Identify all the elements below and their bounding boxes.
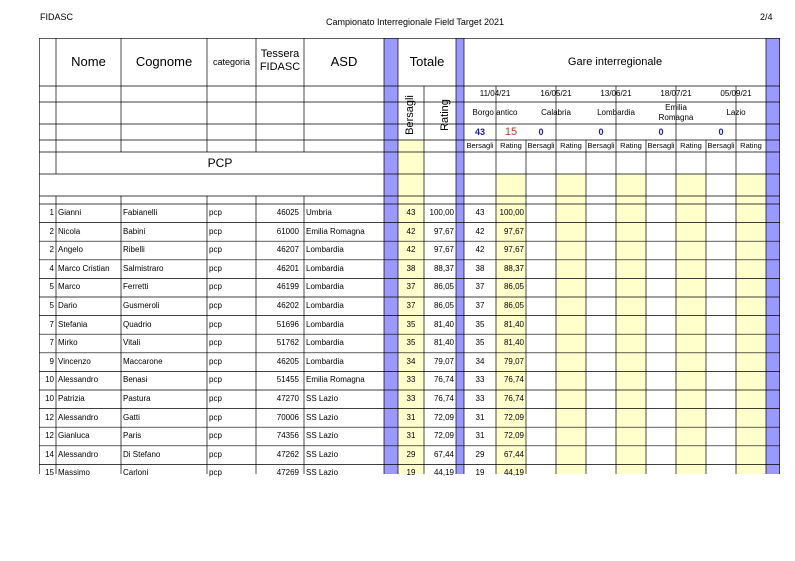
row-total-rating: 88,37 (433, 263, 454, 273)
event-bersagli-total: 0 (598, 127, 604, 137)
row-event1-rating: 97,67 (503, 226, 524, 236)
event-bersagli-label: Bersagli (466, 141, 494, 150)
event-rating-total: 15 (504, 126, 518, 138)
row-categoria: pcp (209, 338, 222, 348)
row-asd: Lombardia (306, 319, 344, 329)
row-nome: Nicola (58, 226, 81, 236)
row-asd: SS Lazio (306, 431, 339, 441)
row-nome: Marco (58, 282, 81, 292)
row-total-bersagli: 35 (406, 338, 416, 348)
event-rating-label: Rating (560, 141, 582, 150)
row-total-bersagli: 37 (406, 282, 416, 292)
row-asd: SS Lazio (306, 412, 339, 422)
row-asd: SS Lazio (306, 449, 339, 459)
row-rank: 2 (49, 226, 54, 236)
event-date: 05/09/21 (720, 89, 752, 98)
row-cognome: Maccarone (123, 356, 163, 366)
row-nome: Patrizia (58, 394, 85, 403)
event-date: 11/04/21 (479, 89, 511, 98)
event-rating-label: Rating (680, 141, 702, 150)
row-tessera: 51696 (276, 319, 299, 329)
column-header-tessera-fidasc: FIDASC (259, 61, 301, 73)
row-categoria: pcp (209, 208, 222, 217)
row-event1-bersagli: 34 (475, 356, 485, 366)
event-date: 18/07/21 (660, 89, 692, 98)
row-event1-rating: 44,19 (503, 468, 524, 478)
row-rank: 1 (49, 208, 54, 217)
row-cognome: Gusmeroli (123, 301, 160, 310)
row-categoria: pcp (209, 375, 222, 385)
row-event1-rating: 72,09 (503, 412, 524, 422)
row-tessera: 46199 (276, 282, 299, 292)
row-rank: 5 (49, 301, 54, 310)
row-rank: 4 (49, 263, 54, 273)
row-cognome: Vitali (123, 338, 141, 348)
row-nome: Stefania (58, 319, 88, 329)
column-header-nome: Nome (71, 54, 106, 69)
row-total-rating: 100,00 (429, 208, 454, 217)
event-bersagli-total: 0 (538, 127, 544, 137)
row-asd: Lombardia (306, 282, 344, 292)
column-header-categoria: categoria (212, 57, 251, 67)
row-categoria: pcp (209, 245, 222, 255)
row-nome: Dario (58, 301, 78, 310)
event-place: Emilia (665, 103, 687, 112)
row-rank: 15 (45, 468, 54, 478)
event-bersagli-label: Bersagli (527, 141, 555, 150)
row-nome: Mirko (58, 338, 78, 348)
row-total-rating: 76,74 (433, 375, 454, 385)
row-tessera: 46201 (276, 263, 299, 273)
row-event1-rating: 86,05 (503, 301, 524, 310)
row-nome: Vincenzo (58, 356, 91, 366)
row-asd: SS Lazio (306, 468, 339, 478)
row-cognome: Ribelli (123, 245, 145, 255)
row-tessera: 46202 (276, 301, 299, 310)
row-total-rating: 97,67 (433, 245, 454, 255)
row-categoria: pcp (209, 226, 222, 236)
row-event1-bersagli: 37 (475, 301, 485, 310)
row-event1-rating: 76,74 (503, 394, 524, 403)
row-nome: Angelo (58, 245, 83, 255)
document-title: Campionato Interregionale Field Target 2021 (326, 17, 504, 27)
row-rank: 10 (45, 375, 54, 385)
column-header-bersagli-vertical: Bersagli (404, 95, 416, 135)
row-cognome: Pastura (123, 394, 151, 403)
row-tessera: 47262 (276, 449, 299, 459)
row-rank: 5 (49, 282, 54, 292)
row-total-bersagli: 31 (406, 412, 416, 422)
event-bersagli-label: Bersagli (647, 141, 675, 150)
row-event1-bersagli: 33 (475, 394, 485, 403)
event-place-line2: Romagna (658, 113, 694, 122)
row-categoria: pcp (209, 319, 222, 329)
row-rank: 12 (45, 431, 54, 441)
row-event1-rating: 79,07 (503, 356, 524, 366)
row-total-rating: 86,05 (433, 301, 454, 310)
row-total-rating: 72,09 (433, 412, 454, 422)
row-cognome: Ferretti (123, 282, 149, 292)
row-event1-rating: 100,00 (499, 208, 524, 217)
row-total-rating: 79,07 (433, 356, 454, 366)
row-event1-bersagli: 33 (475, 375, 485, 385)
row-event1-rating: 76,74 (503, 375, 524, 385)
event-bersagli-total: 43 (474, 127, 485, 137)
row-event1-bersagli: 31 (475, 431, 485, 441)
row-asd: SS Lazio (306, 394, 339, 403)
page-number: 2/4 (760, 12, 773, 22)
row-categoria: pcp (209, 282, 222, 292)
row-total-rating: 81,40 (433, 319, 454, 329)
row-categoria: pcp (209, 449, 222, 459)
row-tessera: 46025 (276, 208, 299, 217)
bersagli-column-fill (556, 174, 586, 474)
row-event1-rating: 88,37 (503, 263, 524, 273)
row-cognome: Gatti (123, 412, 140, 422)
row-rank: 9 (49, 356, 54, 366)
row-total-rating: 72,09 (433, 431, 454, 441)
row-event1-bersagli: 19 (475, 468, 485, 478)
row-event1-rating: 81,40 (503, 319, 524, 329)
row-cognome: Babini (123, 226, 146, 236)
event-bersagli-label: Bersagli (707, 141, 735, 150)
bersagli-column-fill (736, 174, 766, 474)
row-event1-bersagli: 37 (475, 282, 485, 292)
row-categoria: pcp (209, 356, 222, 366)
row-event1-rating: 72,09 (503, 431, 524, 441)
row-rank: 14 (45, 449, 54, 459)
row-asd: Lombardia (306, 301, 344, 310)
row-tessera: 46205 (276, 356, 299, 366)
row-total-rating: 81,40 (433, 338, 454, 348)
row-event1-bersagli: 29 (475, 449, 485, 459)
row-cognome: Quadrio (123, 319, 152, 329)
row-nome: Alessandro (58, 449, 99, 459)
row-cognome: Salmistraro (123, 263, 164, 273)
event-bersagli-total: 0 (718, 127, 724, 137)
row-total-bersagli: 37 (406, 301, 416, 310)
event-rating-label: Rating (620, 141, 642, 150)
row-total-rating: 86,05 (433, 282, 454, 292)
row-total-rating: 44,19 (433, 468, 454, 478)
row-tessera: 51762 (276, 338, 299, 348)
row-rank: 10 (45, 394, 54, 403)
row-event1-bersagli: 38 (475, 263, 485, 273)
event-place: Borgo antico (472, 108, 518, 117)
row-asd: Lombardia (306, 338, 344, 348)
row-nome: Massimo (58, 468, 91, 478)
column-header-tessera: Tessera (260, 48, 300, 60)
row-nome: Marco Cristian (58, 263, 110, 273)
row-categoria: pcp (209, 468, 222, 478)
row-cognome: Paris (123, 431, 142, 441)
row-event1-bersagli: 35 (475, 338, 485, 348)
row-tessera: 61000 (276, 226, 299, 236)
row-total-bersagli: 33 (406, 394, 416, 403)
event-date: 13/06/21 (600, 89, 632, 98)
event-place: Calabria (541, 108, 571, 117)
row-cognome: Fabianelli (123, 208, 158, 217)
row-rank: 7 (49, 338, 54, 348)
row-cognome: Carloni (123, 468, 149, 478)
row-rank: 2 (49, 245, 54, 255)
row-categoria: pcp (209, 263, 222, 273)
bersagli-column-fill (676, 174, 706, 474)
row-cognome: Benasi (123, 375, 148, 385)
row-nome: Gianni (58, 208, 82, 217)
row-total-bersagli: 34 (406, 356, 416, 366)
row-total-bersagli: 42 (406, 245, 416, 255)
row-event1-bersagli: 42 (475, 226, 485, 236)
column-header-asd: ASD (330, 54, 358, 69)
org-label: FIDASC (40, 12, 74, 22)
row-tessera: 51455 (276, 375, 299, 385)
event-place: Lombardia (597, 108, 635, 117)
row-nome: Alessandro (58, 375, 99, 385)
row-total-bersagli: 31 (406, 431, 416, 441)
row-categoria: pcp (209, 431, 222, 441)
row-event1-bersagli: 35 (475, 319, 485, 329)
row-nome: Gianluca (58, 431, 90, 441)
column-header-totale: Totale (409, 54, 445, 69)
bersagli-column-fill (616, 174, 646, 474)
row-cognome: Di Stefano (123, 449, 161, 459)
event-rating-label: Rating (740, 141, 762, 150)
row-total-bersagli: 33 (406, 375, 416, 385)
row-total-rating: 76,74 (433, 394, 454, 403)
row-total-bersagli: 42 (406, 226, 416, 236)
row-event1-bersagli: 31 (475, 412, 485, 422)
row-event1-rating: 81,40 (503, 338, 524, 348)
row-asd: Umbria (306, 208, 332, 217)
row-asd: Lombardia (306, 245, 344, 255)
row-asd: Emilia Romagna (306, 226, 365, 236)
row-event1-rating: 97,67 (503, 245, 524, 255)
standings-sheet (39, 38, 780, 478)
row-asd: Lombardia (306, 263, 344, 273)
row-categoria: pcp (209, 301, 222, 310)
section-label-pcp: PCP (207, 156, 233, 170)
column-header-gare: Gare interregionale (567, 56, 663, 68)
event-bersagli-total: 0 (658, 127, 664, 137)
row-categoria: pcp (209, 412, 222, 422)
column-header-cognome: Cognome (135, 54, 193, 69)
row-categoria: pcp (209, 394, 222, 403)
row-total-bersagli: 43 (406, 208, 416, 217)
row-event1-rating: 86,05 (503, 282, 524, 292)
row-tessera: 47269 (276, 468, 299, 478)
row-total-bersagli: 35 (406, 319, 416, 329)
column-header-rating-vertical: Rating (439, 99, 451, 131)
row-rank: 12 (45, 412, 54, 422)
row-total-rating: 67,44 (433, 449, 454, 459)
row-nome: Alessandro (58, 412, 99, 422)
event-place: Lazio (726, 108, 746, 117)
row-tessera: 74356 (276, 431, 299, 441)
row-asd: Lombardia (306, 356, 344, 366)
row-tessera: 47270 (276, 394, 299, 403)
row-asd: Emilia Romagna (306, 375, 365, 385)
row-rank: 7 (49, 319, 54, 329)
row-event1-rating: 67,44 (503, 449, 524, 459)
row-tessera: 70006 (276, 412, 299, 422)
row-total-rating: 97,67 (433, 226, 454, 236)
row-total-bersagli: 19 (406, 468, 416, 478)
row-tessera: 46207 (276, 245, 299, 255)
row-total-bersagli: 29 (406, 449, 416, 459)
row-event1-bersagli: 43 (475, 208, 485, 217)
row-event1-bersagli: 42 (475, 245, 485, 255)
event-rating-label: Rating (500, 141, 522, 150)
event-bersagli-label: Bersagli (587, 141, 615, 150)
event-date: 16/05/21 (540, 89, 572, 98)
row-total-bersagli: 38 (406, 263, 416, 273)
